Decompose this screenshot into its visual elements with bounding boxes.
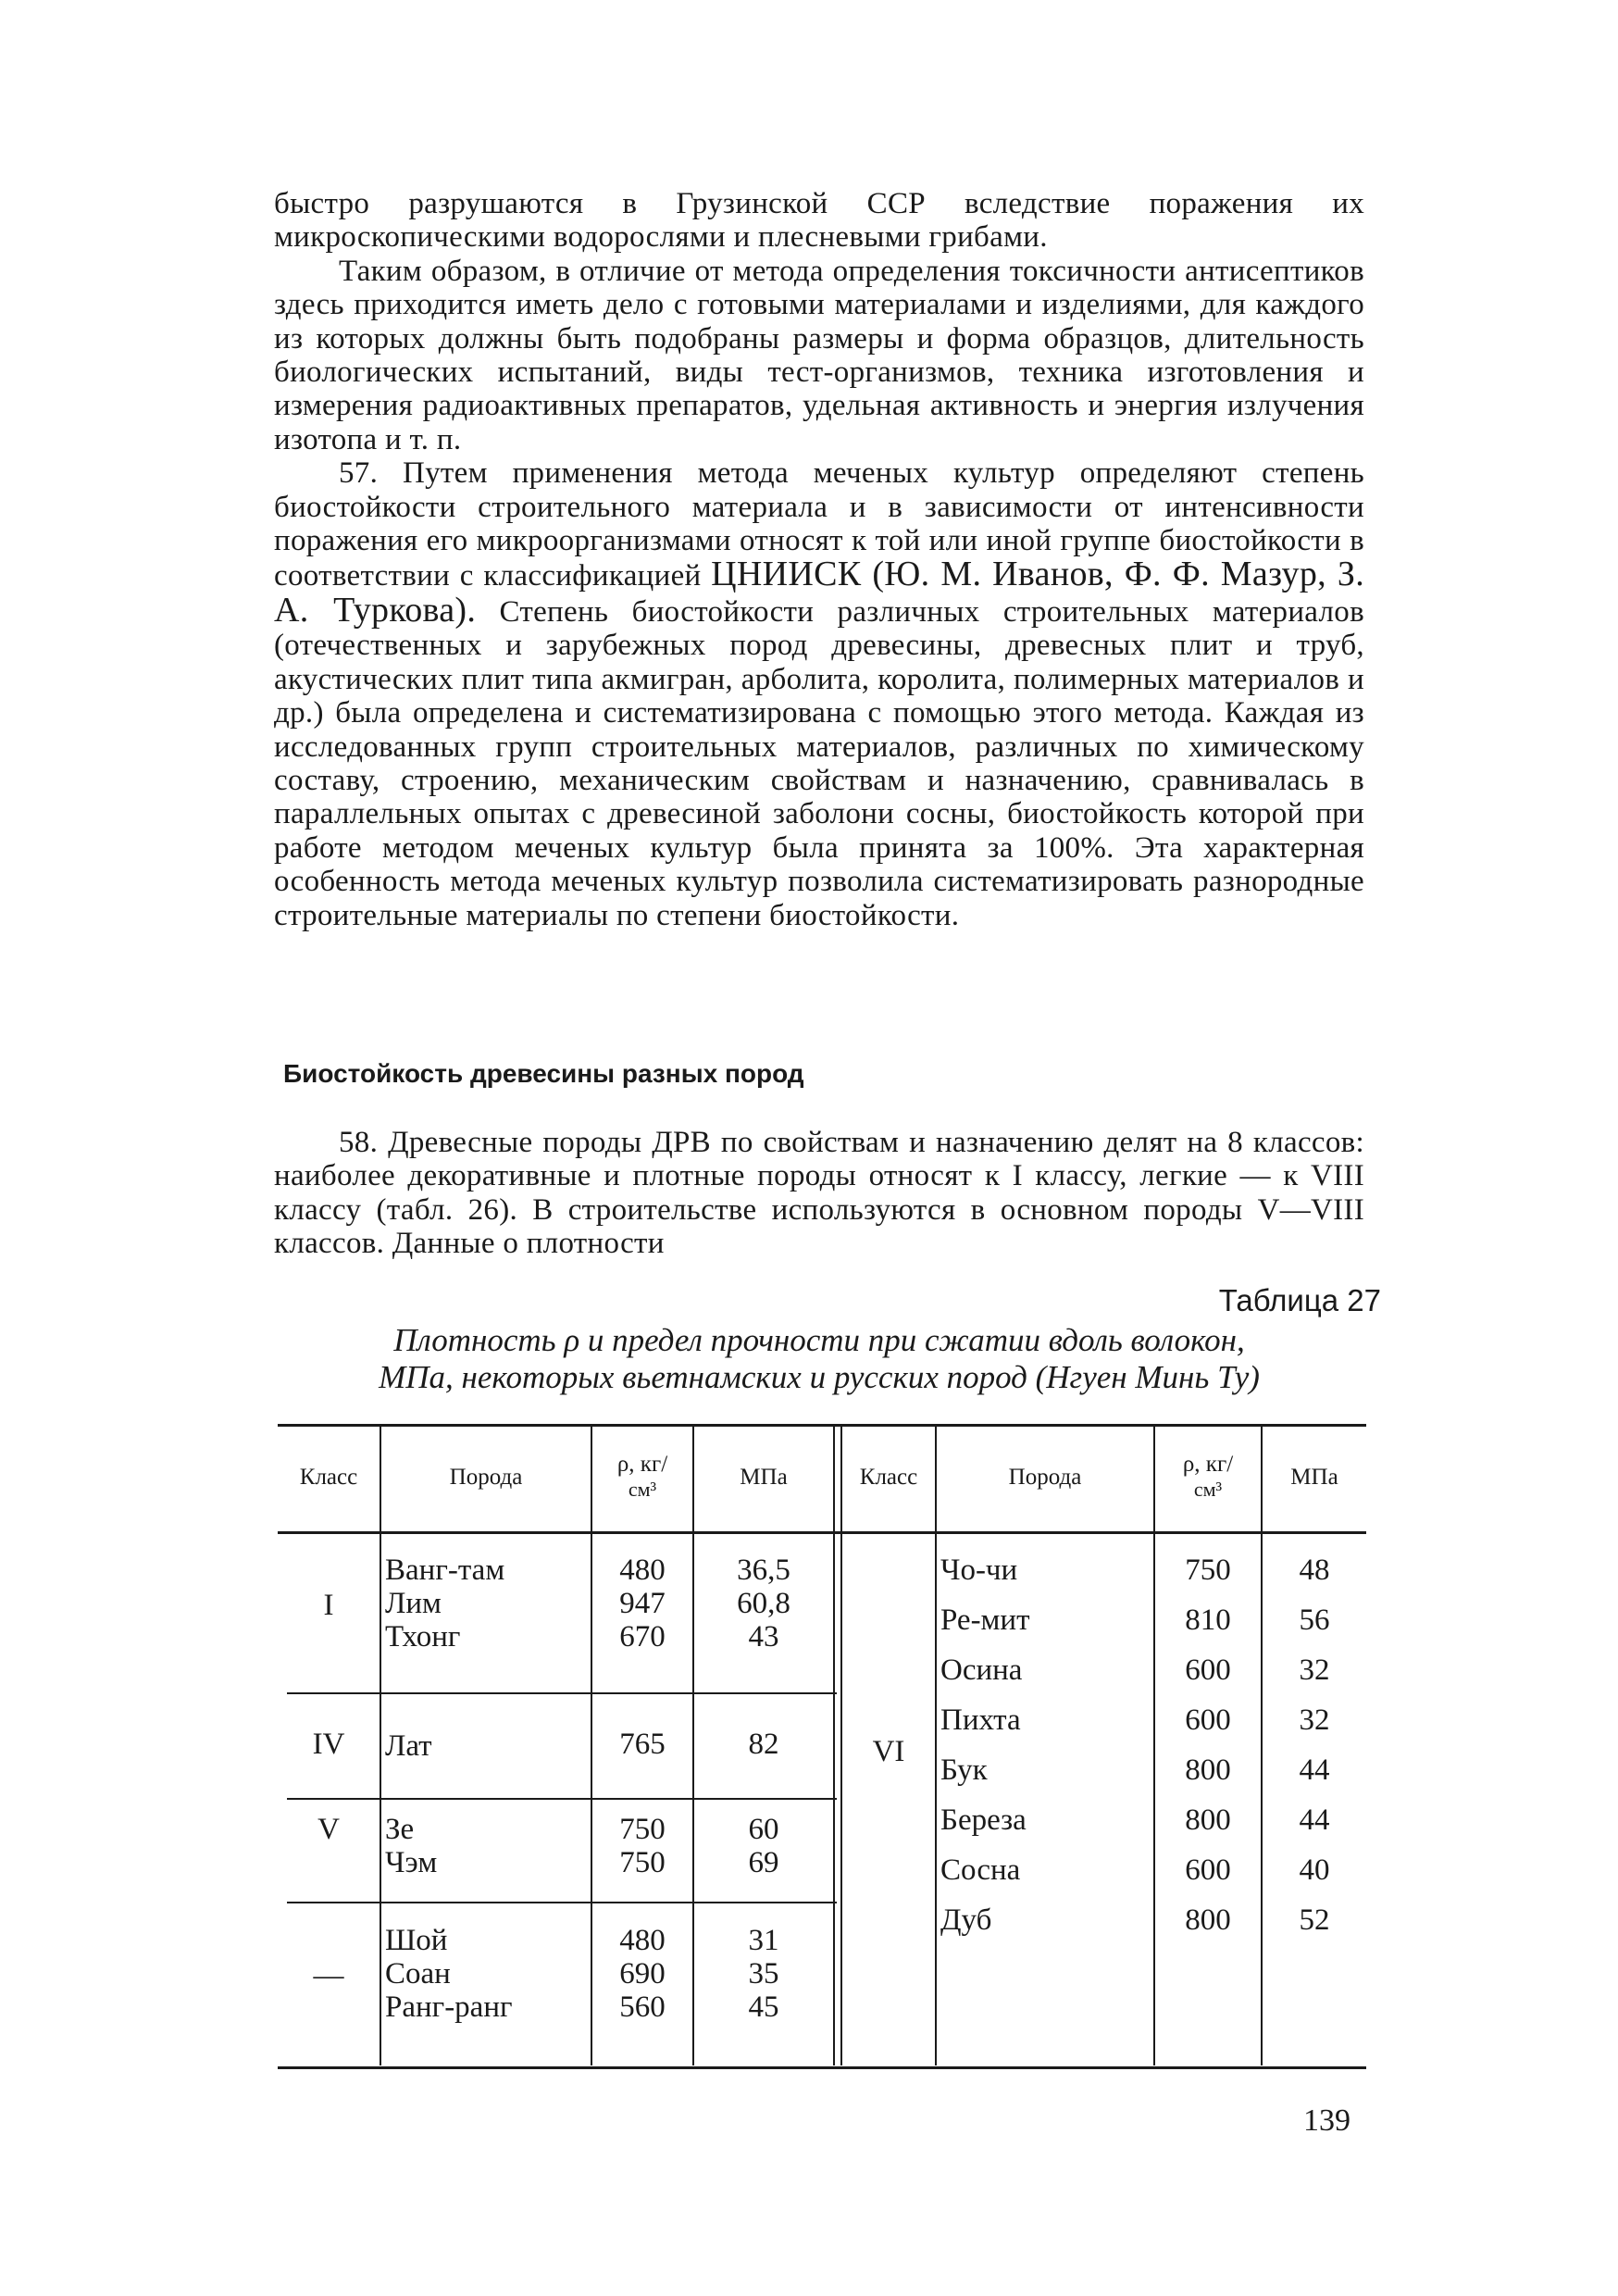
density-cell-right: 800 xyxy=(1185,1753,1231,1787)
mpa-cell-right: 56 xyxy=(1299,1603,1330,1637)
density-cell: 765 xyxy=(619,1728,666,1761)
data-table xyxy=(278,1424,1366,2070)
header-klass: Класс xyxy=(299,1465,358,1490)
species-cell-right: Ре-мит xyxy=(940,1603,1030,1637)
paragraph-57 xyxy=(274,456,1364,932)
mpa-cell: 60 69 xyxy=(748,1813,779,1879)
header-density-unit: см³ xyxy=(628,1478,657,1501)
mpa-cell-right: 48 xyxy=(1299,1554,1330,1587)
header-mpa: МПа xyxy=(740,1465,788,1490)
column-rule xyxy=(935,1427,937,2065)
density-cell: 480 947 670 xyxy=(619,1554,666,1653)
table-caption xyxy=(274,1322,1364,1396)
column-rule xyxy=(380,1427,381,2065)
density-cell: 480 690 560 xyxy=(619,1924,666,2024)
column-rule xyxy=(1261,1427,1263,2065)
mpa-cell-right: 32 xyxy=(1299,1703,1330,1737)
section-heading: Биостойкость древесины разных пород xyxy=(283,1059,804,1088)
density-cell-right: 800 xyxy=(1185,1803,1231,1837)
header-mpa-2: МПа xyxy=(1290,1465,1338,1490)
species-cell-right: Чо-чи xyxy=(940,1554,1018,1587)
header-density-unit-2: см³ xyxy=(1193,1478,1223,1501)
page-number: 139 xyxy=(1303,2103,1350,2138)
column-rule-double xyxy=(833,1427,835,2065)
species-cell-right: Бук xyxy=(940,1753,988,1787)
group-separator xyxy=(287,1902,837,1903)
table-header-rule xyxy=(278,1531,1366,1534)
table-top-rule xyxy=(278,1424,1366,1427)
mpa-cell: 31 35 45 xyxy=(748,1924,779,2024)
header-density-label: ρ, кг/ xyxy=(616,1452,668,1477)
paragraph-2: Таким образом, в отличие от метода определения токсичности антисептиков здесь приходится иметь дело с готовыми материалами и изделиями, для каждого из которых должны быть подобраны размеры и форма образцов, длительность биологических испытаний, виды тест-организмов, техника изготовления и измерения радиоактивных препаратов, удельная активность и энергия излучения изотопа и т. п. xyxy=(274,254,1364,456)
density-cell-right: 600 xyxy=(1185,1703,1231,1737)
species-cell: Ванг-там Лим Тхонг xyxy=(385,1554,505,1653)
klass-cell-right: VI xyxy=(872,1735,905,1768)
table-number: Таблица 27 xyxy=(1218,1283,1381,1317)
table-bottom-rule xyxy=(278,2066,1366,2069)
density-cell-right: 810 xyxy=(1185,1603,1231,1637)
header-density xyxy=(592,1452,692,1502)
density-cell-right: 750 xyxy=(1185,1554,1231,1587)
species-cell-right: Пихта xyxy=(940,1703,1021,1737)
species-cell-right: Сосна xyxy=(940,1853,1021,1887)
paragraph-1: быстро разрушаются в Грузинской ССР вследствие поражения их микроскопическими водорослями и плесневыми грибами. xyxy=(274,187,1364,255)
density-cell-right: 600 xyxy=(1185,1653,1231,1687)
klass-cell: V xyxy=(317,1813,340,1846)
paragraph-57-part-2: Степень биостойкости различных строительных материалов (отечественных и зарубежных пород древесины, древесных плит и труб, акустических плит типа акмигран, арболита, королита, полимерных материалов и др.) была определена и систематизирована с помощью этого метода. Каждая из исследованных групп строительных материалов, различных по химическому составу, строению, механическим свойствам и назначению, сравнивалась в параллельных опытах с древесиной заболони сосны, биостойкость которой при работе методом меченых культур была принята за 100%. Эта характерная особенность метода меченых культур позволила систематизировать разнородные строительные материалы по степени биостойкости. xyxy=(274,594,1364,932)
header-klass-2: Класс xyxy=(859,1465,918,1490)
mpa-cell-right: 32 xyxy=(1299,1653,1330,1687)
column-rule xyxy=(1153,1427,1155,2065)
species-cell-right: Береза xyxy=(940,1803,1027,1837)
paragraph-58: 58. Древесные породы ДРВ по свойствам и назначению делят на 8 классов: наиболее декоративные и плотные породы относят к I классу, легкие — к VIII классу (табл. 26). В строительстве используются в основном породы V—VIII классов. Данные о плотности xyxy=(274,1126,1364,1261)
mpa-cell-right: 44 xyxy=(1299,1753,1330,1787)
mpa-cell: 82 xyxy=(748,1728,779,1761)
header-poroda-2: Порода xyxy=(1008,1465,1082,1490)
species-cell: Шой Соан Ранг-ранг xyxy=(385,1924,513,2024)
mpa-cell-right: 44 xyxy=(1299,1803,1330,1837)
group-separator xyxy=(287,1692,837,1694)
mpa-cell: 36,5 60,8 43 xyxy=(737,1554,790,1653)
paragraph-57-authors: ЦНИИСК (Ю. М. Иванов, Ф. Ф. Мазур, З. А. Туркова). xyxy=(274,555,1364,630)
mpa-cell-right: 52 xyxy=(1299,1903,1330,1937)
body-text xyxy=(274,187,1364,932)
header-poroda: Порода xyxy=(449,1465,523,1490)
klass-cell: IV xyxy=(312,1728,345,1761)
klass-cell: — xyxy=(313,1959,344,1992)
species-cell: Зе Чэм xyxy=(385,1813,438,1879)
klass-cell: I xyxy=(323,1589,334,1622)
species-cell: Лат xyxy=(385,1729,432,1763)
species-cell-right: Дуб xyxy=(940,1903,992,1937)
species-cell-right: Осина xyxy=(940,1653,1023,1687)
header-density-2 xyxy=(1155,1452,1261,1502)
caption-line-2: МПа, некоторых вьетнамских и русских пород (Нгуен Минь Ту) xyxy=(379,1359,1260,1395)
group-separator xyxy=(287,1798,837,1800)
mpa-cell-right: 40 xyxy=(1299,1853,1330,1887)
density-cell-right: 600 xyxy=(1185,1853,1231,1887)
density-cell: 750 750 xyxy=(619,1813,666,1879)
caption-line-1: Плотность ρ и предел прочности при сжатии вдоль волокон, xyxy=(393,1322,1245,1358)
header-density-label-2: ρ, кг/ xyxy=(1182,1452,1234,1477)
paragraph-57-part-1: 57. Путем применения метода меченых культур определяют степень биостойкости строительного материала и в зависимости от интенсивности поражения его микроорганизмами относят к той или иной группе биостойкости в соответствии с классификацией xyxy=(274,456,1364,593)
density-cell-right: 800 xyxy=(1185,1903,1231,1937)
